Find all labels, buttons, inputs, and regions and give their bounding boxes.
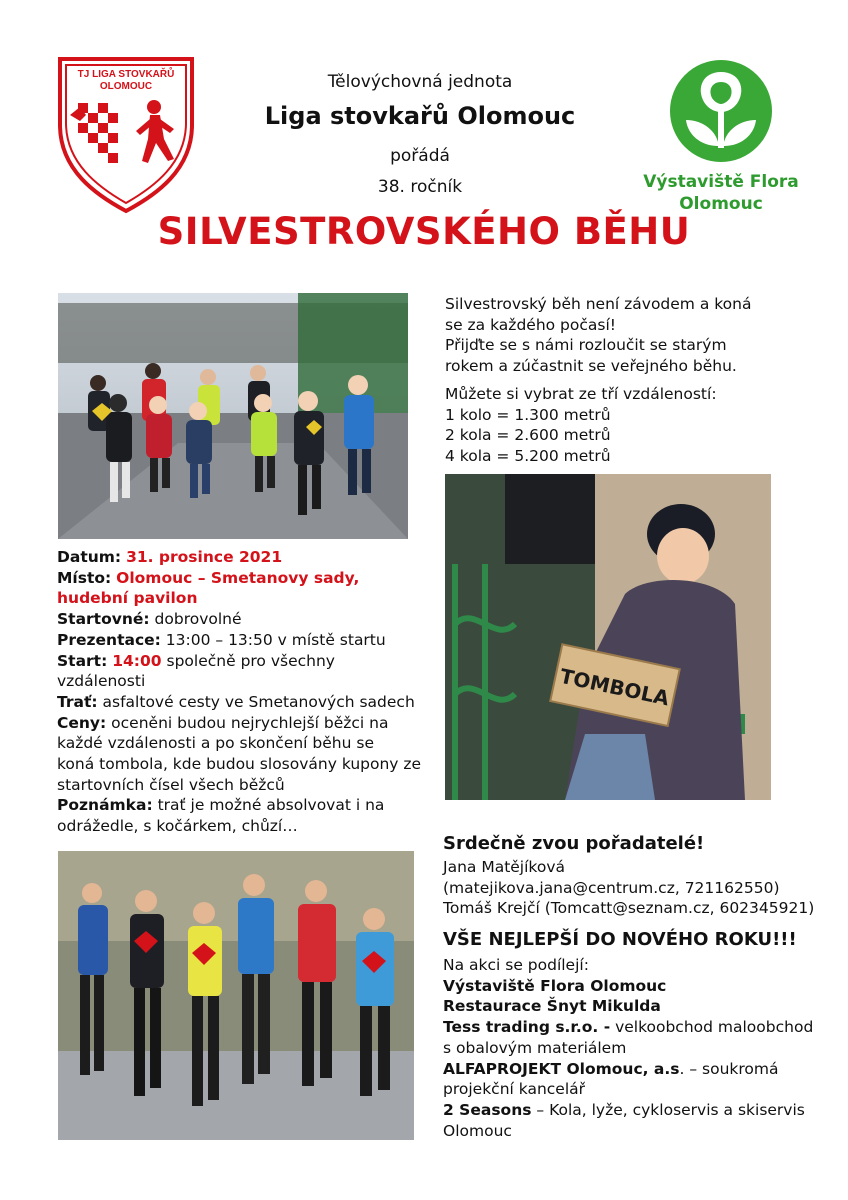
intro-line: se za každého počasí! [445, 315, 616, 334]
fee-label: Startovné: [57, 610, 150, 629]
sponsor-desc: s obalovým materiálem [443, 1038, 627, 1057]
track-value: asfaltové cesty ve Smetanových sadech [102, 692, 415, 711]
place-value-2: hudební pavilon [57, 589, 198, 608]
start-label: Start: [57, 651, 108, 670]
organizers-heading: Srdečně zvou pořadatelé! [443, 833, 705, 854]
prizes-text: každé vzdálenosti a po skončení běhu se [57, 734, 374, 753]
flora-logo [668, 58, 774, 164]
start-time: 14:00 [112, 651, 162, 670]
tombola-label: TOMBOLA [557, 663, 672, 711]
note-text: trať je možné absolvovat i na [157, 796, 385, 815]
sponsors [443, 955, 828, 1141]
distance-option: 4 kola = 5.200 metrů [445, 446, 611, 465]
track-label: Trať: [57, 692, 98, 711]
presents-text: pořádá [390, 146, 450, 166]
registration-label: Prezentace: [57, 630, 161, 649]
note-label: Poznámka: [57, 796, 153, 815]
sponsor-name: Výstaviště Flora Olomouc [443, 976, 667, 995]
sponsor-name: Tess trading s.r.o. - [443, 1018, 611, 1037]
distance-option: 2 kola = 2.600 metrů [445, 426, 611, 445]
start-rest: společně pro všechny [166, 651, 335, 670]
event-title: SILVESTROVSKÉHO BĚHU [157, 210, 691, 253]
event-details [57, 547, 427, 837]
date-label: Datum: [57, 548, 122, 566]
intro-text [445, 294, 805, 467]
sponsor-desc: – Kola, lyže, cykloservis a skiservis [536, 1100, 805, 1119]
note-text: odrážedle, s kočárkem, chůzí… [57, 817, 298, 836]
distances-heading: Můžete si vybrat ze tří vzdáleností: [445, 384, 717, 403]
place-label: Místo: [57, 568, 112, 587]
organization-line: Tělovýchovná jednota [327, 72, 513, 92]
prizes-text: oceněni budou nejrychlejší běžci na [111, 713, 389, 732]
club-logo-text-2: OLOMOUC [99, 81, 153, 92]
intro-line: rokem a zúčastnit se veřejného běhu. [445, 357, 737, 376]
organization-name: Liga stovkařů Olomouc [264, 102, 576, 130]
sponsor-desc: Olomouc [443, 1121, 512, 1140]
club-logo-text-1: TJ LIGA STOVKAŘŮ [77, 69, 175, 80]
date-value: 31. prosince 2021 [126, 548, 283, 566]
sponsor-desc: velkoobchod maloobchod [615, 1018, 814, 1037]
fee-value: dobrovolné [154, 610, 242, 629]
new-year-wish: VŠE NEJLEPŠÍ DO NOVÉHO ROKU!!! [443, 929, 797, 950]
organizer-line: (matejikova.jana@centrum.cz, 721162550) [443, 878, 780, 897]
sponsors-intro: Na akci se podílejí: [443, 956, 589, 974]
flora-name-line2: Olomouc [679, 194, 763, 214]
organizer-line: Tomáš Krejčí (Tomcatt@seznam.cz, 602345921) [443, 899, 815, 918]
sponsor-name: ALFAPROJEKT Olomouc, a.s [443, 1059, 680, 1078]
tombola-photo [445, 474, 771, 800]
intro-line: Silvestrovský běh není závodem a koná [445, 295, 752, 313]
start-rest-2: vzdálenosti [57, 672, 146, 691]
sponsor-name: Restaurace Šnyt Mikulda [443, 997, 661, 1016]
edition-text: 38. ročník [377, 177, 463, 197]
prizes-text: koná tombola, kde budou slosovány kupony ze [57, 755, 422, 774]
adult-runners-photo [58, 851, 414, 1140]
registration-value: 13:00 – 13:50 v místě startu [165, 630, 386, 649]
organizer-line: Jana Matějíková [443, 858, 565, 876]
sponsor-name: 2 Seasons [443, 1100, 532, 1119]
sponsor-desc: projekční kancelář [443, 1080, 586, 1099]
organizers [443, 831, 823, 919]
children-running-photo [58, 293, 408, 539]
intro-line: Přijďte se s námi rozloučit se starým [445, 336, 727, 355]
prizes-text: startovních čísel všech běžců [57, 775, 285, 794]
place-value: Olomouc – Smetanovy sady, [116, 568, 360, 587]
flora-name-line1: Výstaviště Flora [643, 172, 799, 192]
distance-option: 1 kolo = 1.300 metrů [445, 405, 611, 424]
sponsor-desc: . – soukromá [679, 1059, 779, 1078]
club-logo [56, 55, 196, 215]
prizes-label: Ceny: [57, 713, 107, 732]
